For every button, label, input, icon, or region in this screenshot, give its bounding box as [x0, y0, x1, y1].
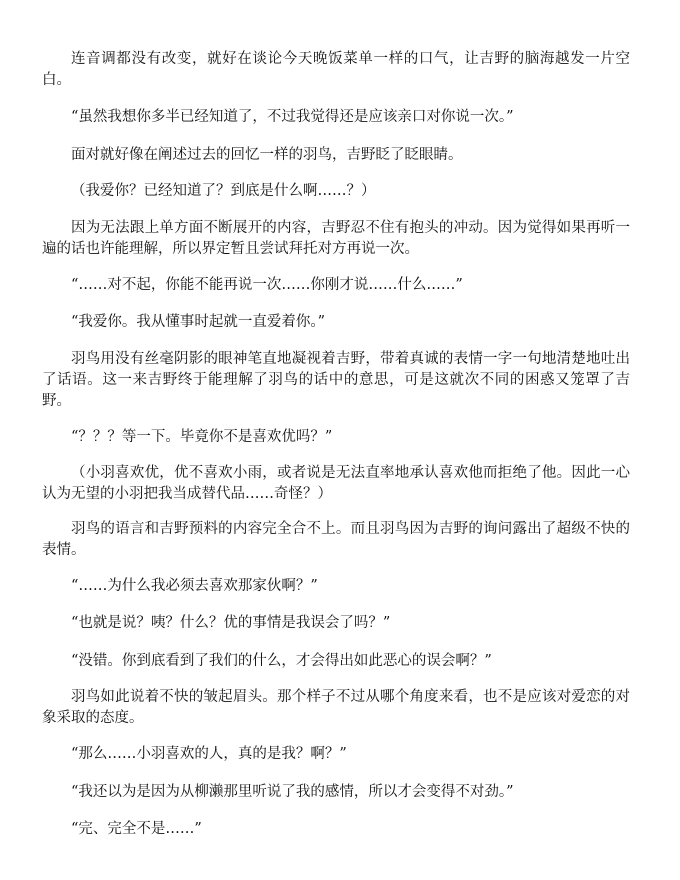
paragraph-dialogue: “也就是说？咦？什么？优的事情是我误会了吗？”: [71, 615, 391, 631]
paragraph-narration: 羽鸟的语言和吉野预料的内容完全合不上。而且羽鸟因为吉野的询问露出了超级不快的表情。: [42, 521, 630, 558]
paragraph-dialogue: “……对不起，你能不能再说一次……你刚才说……什么……”: [71, 277, 463, 293]
paragraph-dialogue: “？？？等一下。毕竟你不是喜欢优吗？”: [71, 429, 333, 445]
paragraph-dialogue: “我爱你。我从懂事时起就一直爱着你。”: [71, 314, 326, 330]
paragraph-narration: 面对就好像在阐述过去的回忆一样的羽鸟，吉野眨了眨眼睛。: [71, 147, 463, 163]
paragraph-narration: 因为无法跟上单方面不断展开的内容，吉野忍不住有抱头的冲动。因为觉得如果再听一遍的话也许能理解，所以界定暂且尝试拜托对方再说一次。: [42, 220, 630, 257]
paragraph-narration: 羽鸟用没有丝毫阴影的眼神笔直地凝视着吉野，带着真诚的表情一字一句地清楚地吐出了话语。这一来吉野终于能理解了羽鸟的话中的意思，可是这就次不同的困惑又笼罩了吉野。: [42, 351, 630, 409]
paragraph-narration: 羽鸟如此说着不快的皱起眉头。那个样子不过从哪个角度来看，也不是应该对爱恋的对象采取的态度。: [42, 689, 630, 726]
paragraph-dialogue: “那么……小羽喜欢的人，真的是我？啊？”: [71, 746, 347, 762]
paragraph-thought: （我爱你？已经知道了？到底是什么啊……？）: [71, 183, 376, 199]
paragraph-thought: （小羽喜欢优，优不喜欢小雨，或者说是无法直率地承认喜欢他而拒绝了他。因此一心认为无望的小羽把我当成替代品……奇怪？）: [42, 465, 630, 502]
paragraph-dialogue: “……为什么我必须去喜欢那家伙啊？”: [71, 578, 318, 594]
paragraph-dialogue: “完、完全不是……”: [71, 821, 202, 837]
paragraph-dialogue: “我还以为是因为从柳濑那里听说了我的感情，所以才会变得不对劲。”: [71, 784, 514, 800]
paragraph-dialogue: “虽然我想你多半已经知道了，不过我觉得还是应该亲口对你说一次。”: [71, 109, 514, 125]
paragraph-dialogue: “没错。你到底看到了我们的什么，才会得出如此恶心的误会啊？”: [71, 653, 492, 669]
paragraph-narration: 连音调都没有改变，就好在谈论今天晚饭菜单一样的口气，让吉野的脑海越发一片空白。: [42, 51, 630, 88]
